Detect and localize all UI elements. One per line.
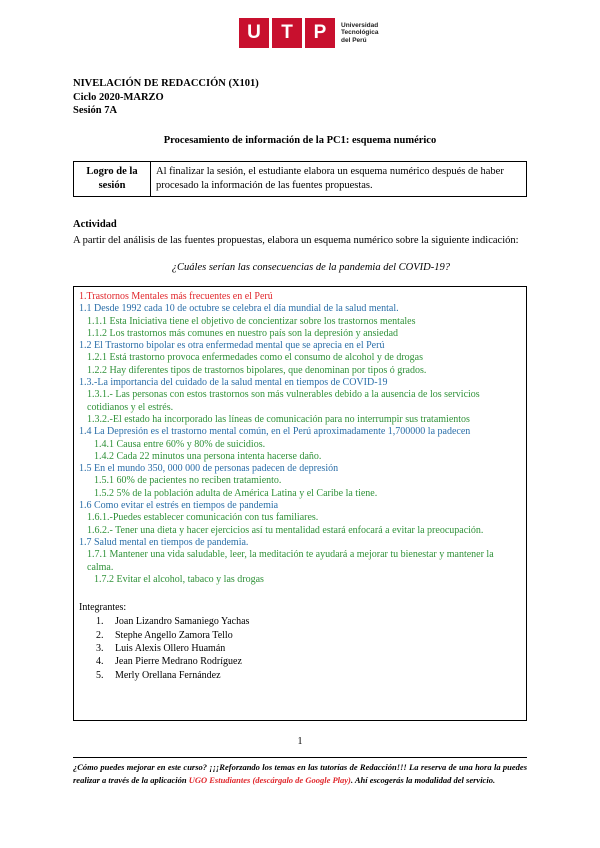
scheme-line: 1.3.1.- Las personas con estos trastornos son más vulnerables debido a la ausencia de los servicios cotidianos y el estrés. — [87, 389, 480, 413]
document-title: Procesamiento de información de la PC1: esquema numérico — [163, 135, 437, 146]
footer-divider — [73, 757, 527, 758]
member-number: 4. — [96, 656, 104, 668]
scheme-line: 1.3.-La importancia del cuidado de la salud mental en tiempos de COVID-19 — [79, 377, 388, 389]
logro-table — [73, 161, 527, 197]
logo-subtitle: Universidad Tecnológica del Perú — [341, 21, 379, 44]
member-item — [79, 655, 521, 668]
member-number: 1. — [96, 616, 104, 628]
logo-letter-p: P — [305, 18, 335, 48]
members-list — [79, 615, 521, 681]
member-item — [79, 642, 521, 655]
member-name: Stephe Angello Zamora Tello — [115, 629, 233, 641]
member-item — [79, 669, 521, 682]
member-name: Merly Orellana Fernández — [115, 669, 221, 681]
scheme-line: 1.5.2 5% de la población adulta de América Latina y el Caribe la tiene. — [94, 487, 378, 499]
logro-text: Al finalizar la sesión, el estudiante elabora un esquema numérico después de haber procesado la información de las fuentes propuestas. — [151, 162, 527, 197]
course-cycle: Ciclo 2020-MARZO — [73, 91, 164, 103]
member-item — [79, 615, 521, 628]
member-name: Luis Alexis Ollero Huamán — [115, 643, 226, 655]
course-session: Sesión 7A — [73, 105, 118, 116]
logo-letter-t: T — [272, 18, 302, 48]
scheme-line: 1.5 En el mundo 350, 000 000 de personas padecen de depresión — [79, 463, 339, 475]
scheme-line: 1.3.2.-El estado ha incorporado las líneas de comunicación para no interrumpir sus tratamientos — [87, 413, 470, 425]
scheme-line: 1.1.1 Esta Iniciativa tiene el objetivo de concientizar sobre los trastornos mentales — [87, 315, 416, 327]
member-name: Jean Pierre Medrano Rodríguez — [115, 656, 242, 668]
actividad-title: Actividad — [73, 219, 117, 230]
member-item — [79, 629, 521, 642]
numeric-scheme — [79, 291, 521, 586]
scheme-line: 1.6 Como evitar el estrés en tiempos de pandemia — [79, 500, 279, 512]
scheme-line: 1.2.2 Hay diferentes tipos de trastornos bipolares, que denominan por tipos ó grados. — [87, 364, 427, 376]
scheme-line: 1.1.2 Los trastornos más comunes en nuestro país son la depresión y ansiedad — [87, 327, 399, 339]
member-number: 5. — [96, 669, 104, 681]
member-number: 3. — [96, 643, 104, 655]
page-number: 1 — [297, 736, 303, 747]
scheme-line: 1.6.2.- Tener una dieta y hacer ejercicios así tu mentalidad estará enfocará a evitar la preocupación. — [87, 524, 484, 536]
utp-logo — [239, 18, 378, 48]
scheme-line: 1.6.1.-Puedes establecer comunicación con tus familiares. — [87, 512, 319, 524]
course-name: NIVELACIÓN DE REDACCIÓN (X101) — [73, 78, 259, 89]
member-name: Joan Lizandro Samaniego Yachas — [115, 616, 250, 628]
ugo-app-link: UGO Estudiantes (descárgalo de Google Play) — [188, 774, 351, 785]
scheme-line: 1.7.2 Evitar el alcohol, tabaco y las drogas — [94, 573, 264, 585]
scheme-line: 1.4 La Depresión es el trastorno mental común, en el Perú aproximadamente 1,700000 la padecen — [79, 426, 471, 438]
scheme-line: 1.2 El Trastorno bipolar es otra enfermedad mental que se aprecia en el Perú — [79, 340, 385, 352]
scheme-line: 1.4.1 Causa entre 60% y 80% de suicidios. — [94, 438, 266, 450]
numeric-scheme-box — [73, 286, 527, 721]
scheme-line: 1.4.2 Cada 22 minutos una persona intenta hacerse daño. — [94, 450, 322, 462]
scheme-line: 1.7.1 Mantener una vida saludable, leer, la meditación te ayudará a mejorar tu bienestar y mantener la calma. — [87, 549, 494, 573]
footer-note: ¿Cómo puedes mejorar en este curso? ¡¡¡Reforzando los temas en las tutorías de Redacción!!! La reserva de una hora la puedes realizar a través de la aplicación UGO Estudiantes (descárgalo de Google Play). Ahí escogerás la modalidad del servicio. — [73, 762, 527, 785]
integrantes-title: Integrantes: — [79, 602, 127, 614]
guiding-question: ¿Cuáles serían las consecuencias de la pandemia del COVID-19? — [171, 262, 450, 273]
scheme-line: 1.1 Desde 1992 cada 10 de octubre se celebra el día mundial de la salud mental. — [79, 303, 399, 315]
logro-label: Logro de la sesión — [74, 162, 151, 197]
member-number: 2. — [96, 629, 104, 641]
scheme-line: 1.7 Salud mental en tiempos de pandemia. — [79, 536, 249, 548]
course-header — [73, 77, 259, 118]
scheme-line: 1.5.1 60% de pacientes no reciben tratamiento. — [94, 475, 282, 487]
logo-letter-u: U — [239, 18, 269, 48]
actividad-text: A partir del análisis de las fuentes propuestas, elabora un esquema numérico sobre la siguiente indicación: — [73, 235, 519, 246]
scheme-line: 1.Trastornos Mentales más frecuentes en el Perú — [79, 291, 273, 302]
scheme-line: 1.2.1 Está trastorno provoca enfermedades como el consumo de alcohol y de drogas — [87, 352, 424, 364]
